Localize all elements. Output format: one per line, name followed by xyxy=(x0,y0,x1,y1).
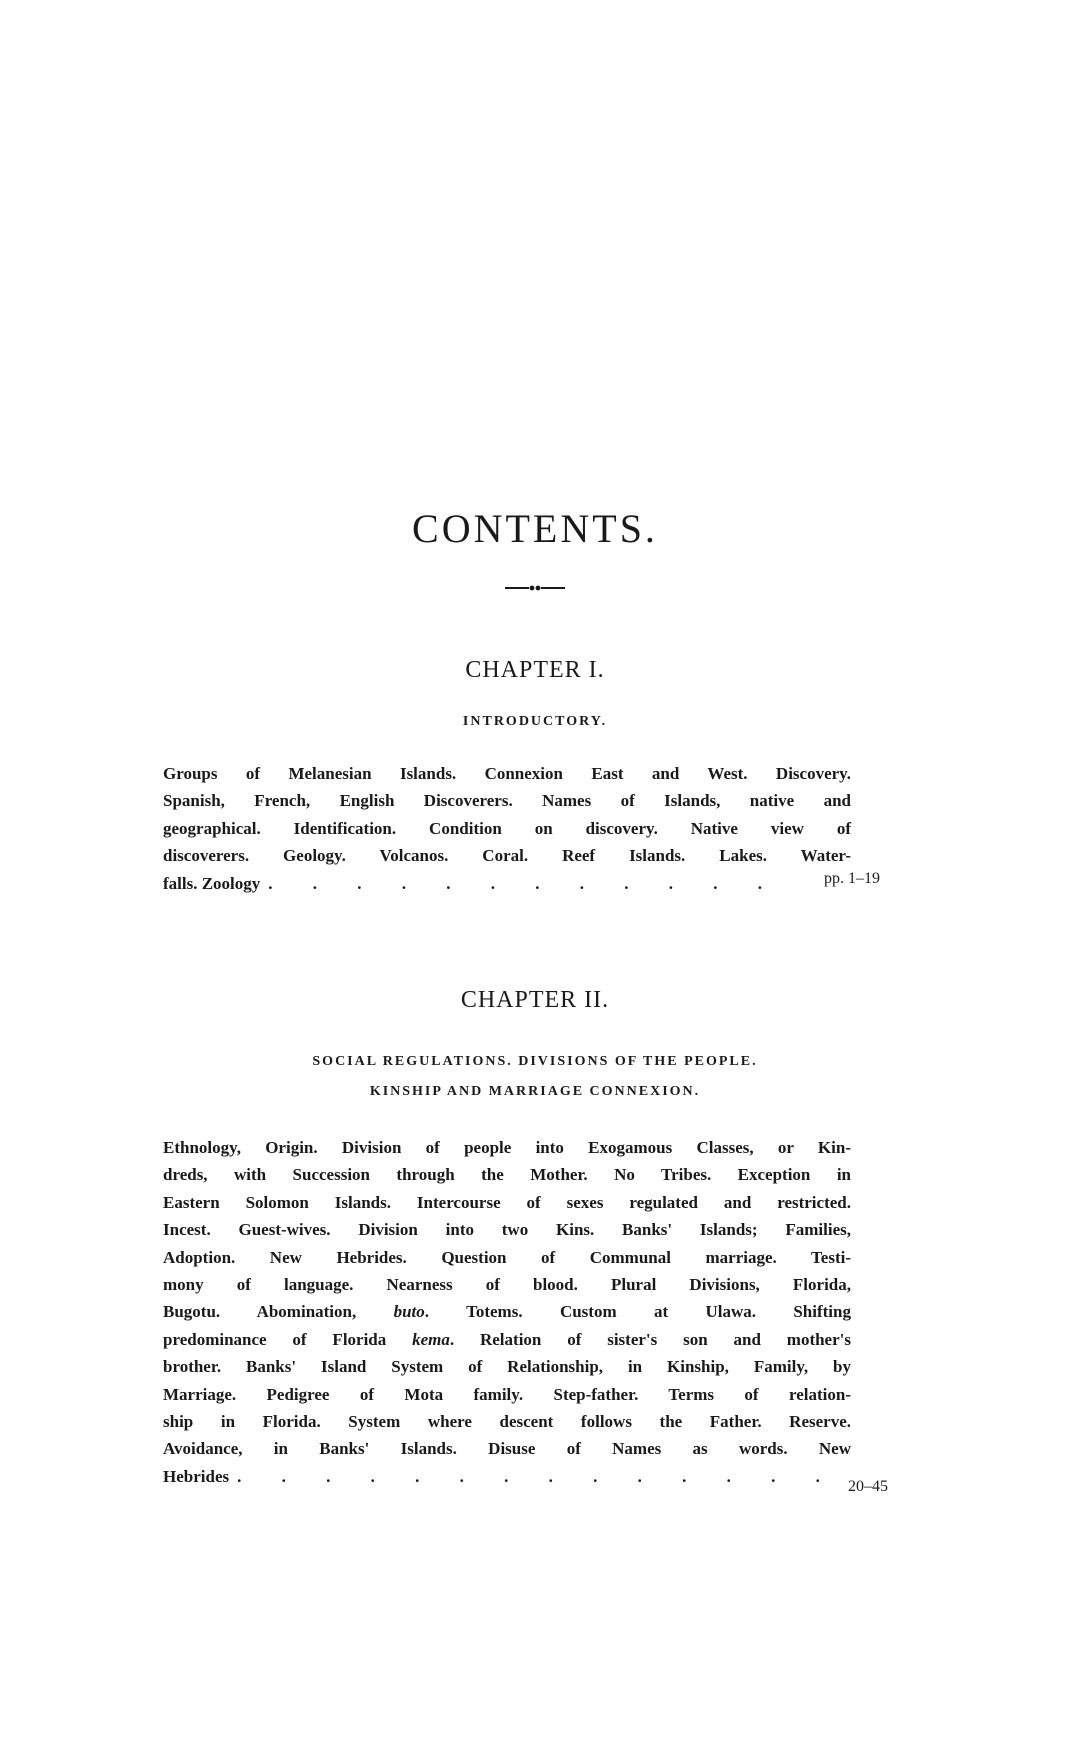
summary-line: Incest. Guest-wives. Division into two Kins. Banks' Islands; Families, xyxy=(163,1220,851,1240)
chapter-2-summary xyxy=(163,1134,851,1490)
chapter-2-subtitle-line-1: SOCIAL REGULATIONS. DIVISIONS OF THE PEOPLE. xyxy=(312,1054,758,1069)
summary-line: Bugotu. Abomination, buto. Totems. Custom at Ulawa. Shifting xyxy=(163,1302,851,1322)
chapter-2-heading: CHAPTER II. xyxy=(460,987,610,1013)
summary-line: Ethnology, Origin. Division of people into Exogamous Classes, or Kin- xyxy=(163,1138,851,1157)
summary-line: predominance of Florida kema. Relation of sister's son and mother's xyxy=(163,1329,851,1349)
summary-line: Spanish, French, English Discoverers. Names of Islands, native and xyxy=(163,791,851,811)
summary-line: geographical. Identification. Condition on discovery. Native view of xyxy=(163,818,851,838)
native-term: buto xyxy=(393,1302,425,1322)
dot-leaders: . . . . . . . . . . . . xyxy=(268,873,781,893)
dot-leaders: . . . . . . . . . . . . . . xyxy=(237,1466,838,1486)
summary-line: mony of language. Nearness of blood. Plural Divisions, Florida, xyxy=(163,1274,851,1294)
summary-line: brother. Banks' Island System of Relationship, in Kinship, Family, by xyxy=(163,1357,851,1377)
chapter-1-heading: CHAPTER I. xyxy=(465,657,605,683)
summary-line: Groups of Melanesian Islands. Connexion East and West. Discovery. xyxy=(163,764,851,783)
native-term: kema xyxy=(412,1329,450,1349)
summary-last-line xyxy=(163,1463,851,1490)
summary-last-line xyxy=(163,870,851,897)
summary-line: Hebrides xyxy=(163,1466,230,1486)
chapter-1-subtitle: INTRODUCTORY. xyxy=(462,714,608,729)
chapter-2-subtitle-line-2: KINSHIP AND MARRIAGE CONNEXION. xyxy=(369,1084,701,1099)
chapter-1-page-range: pp. 1–19 xyxy=(824,870,880,887)
page-title: CONTENTS. xyxy=(412,505,658,551)
summary-line: Marriage. Pedigree of Mota family. Step-father. Terms of relation- xyxy=(163,1384,851,1404)
summary-line: falls. Zoology xyxy=(163,873,261,893)
summary-line: Eastern Solomon Islands. Intercourse of sexes regulated and restricted. xyxy=(163,1192,851,1212)
summary-line: dreds, with Succession through the Mother. No Tribes. Exception in xyxy=(163,1165,851,1185)
chapter-2-page-range: 20–45 xyxy=(848,1478,888,1495)
dash-ornament-icon xyxy=(505,583,565,593)
summary-line: ship in Florida. System where descent follows the Father. Reserve. xyxy=(163,1411,851,1431)
summary-line: Adoption. New Hebrides. Question of Communal marriage. Testi- xyxy=(163,1247,851,1267)
chapter-1-summary xyxy=(163,760,851,897)
summary-line: discoverers. Geology. Volcanos. Coral. Reef Islands. Lakes. Water- xyxy=(163,846,851,866)
summary-line: Avoidance, in Banks' Islands. Disuse of Names as words. New xyxy=(163,1439,851,1459)
